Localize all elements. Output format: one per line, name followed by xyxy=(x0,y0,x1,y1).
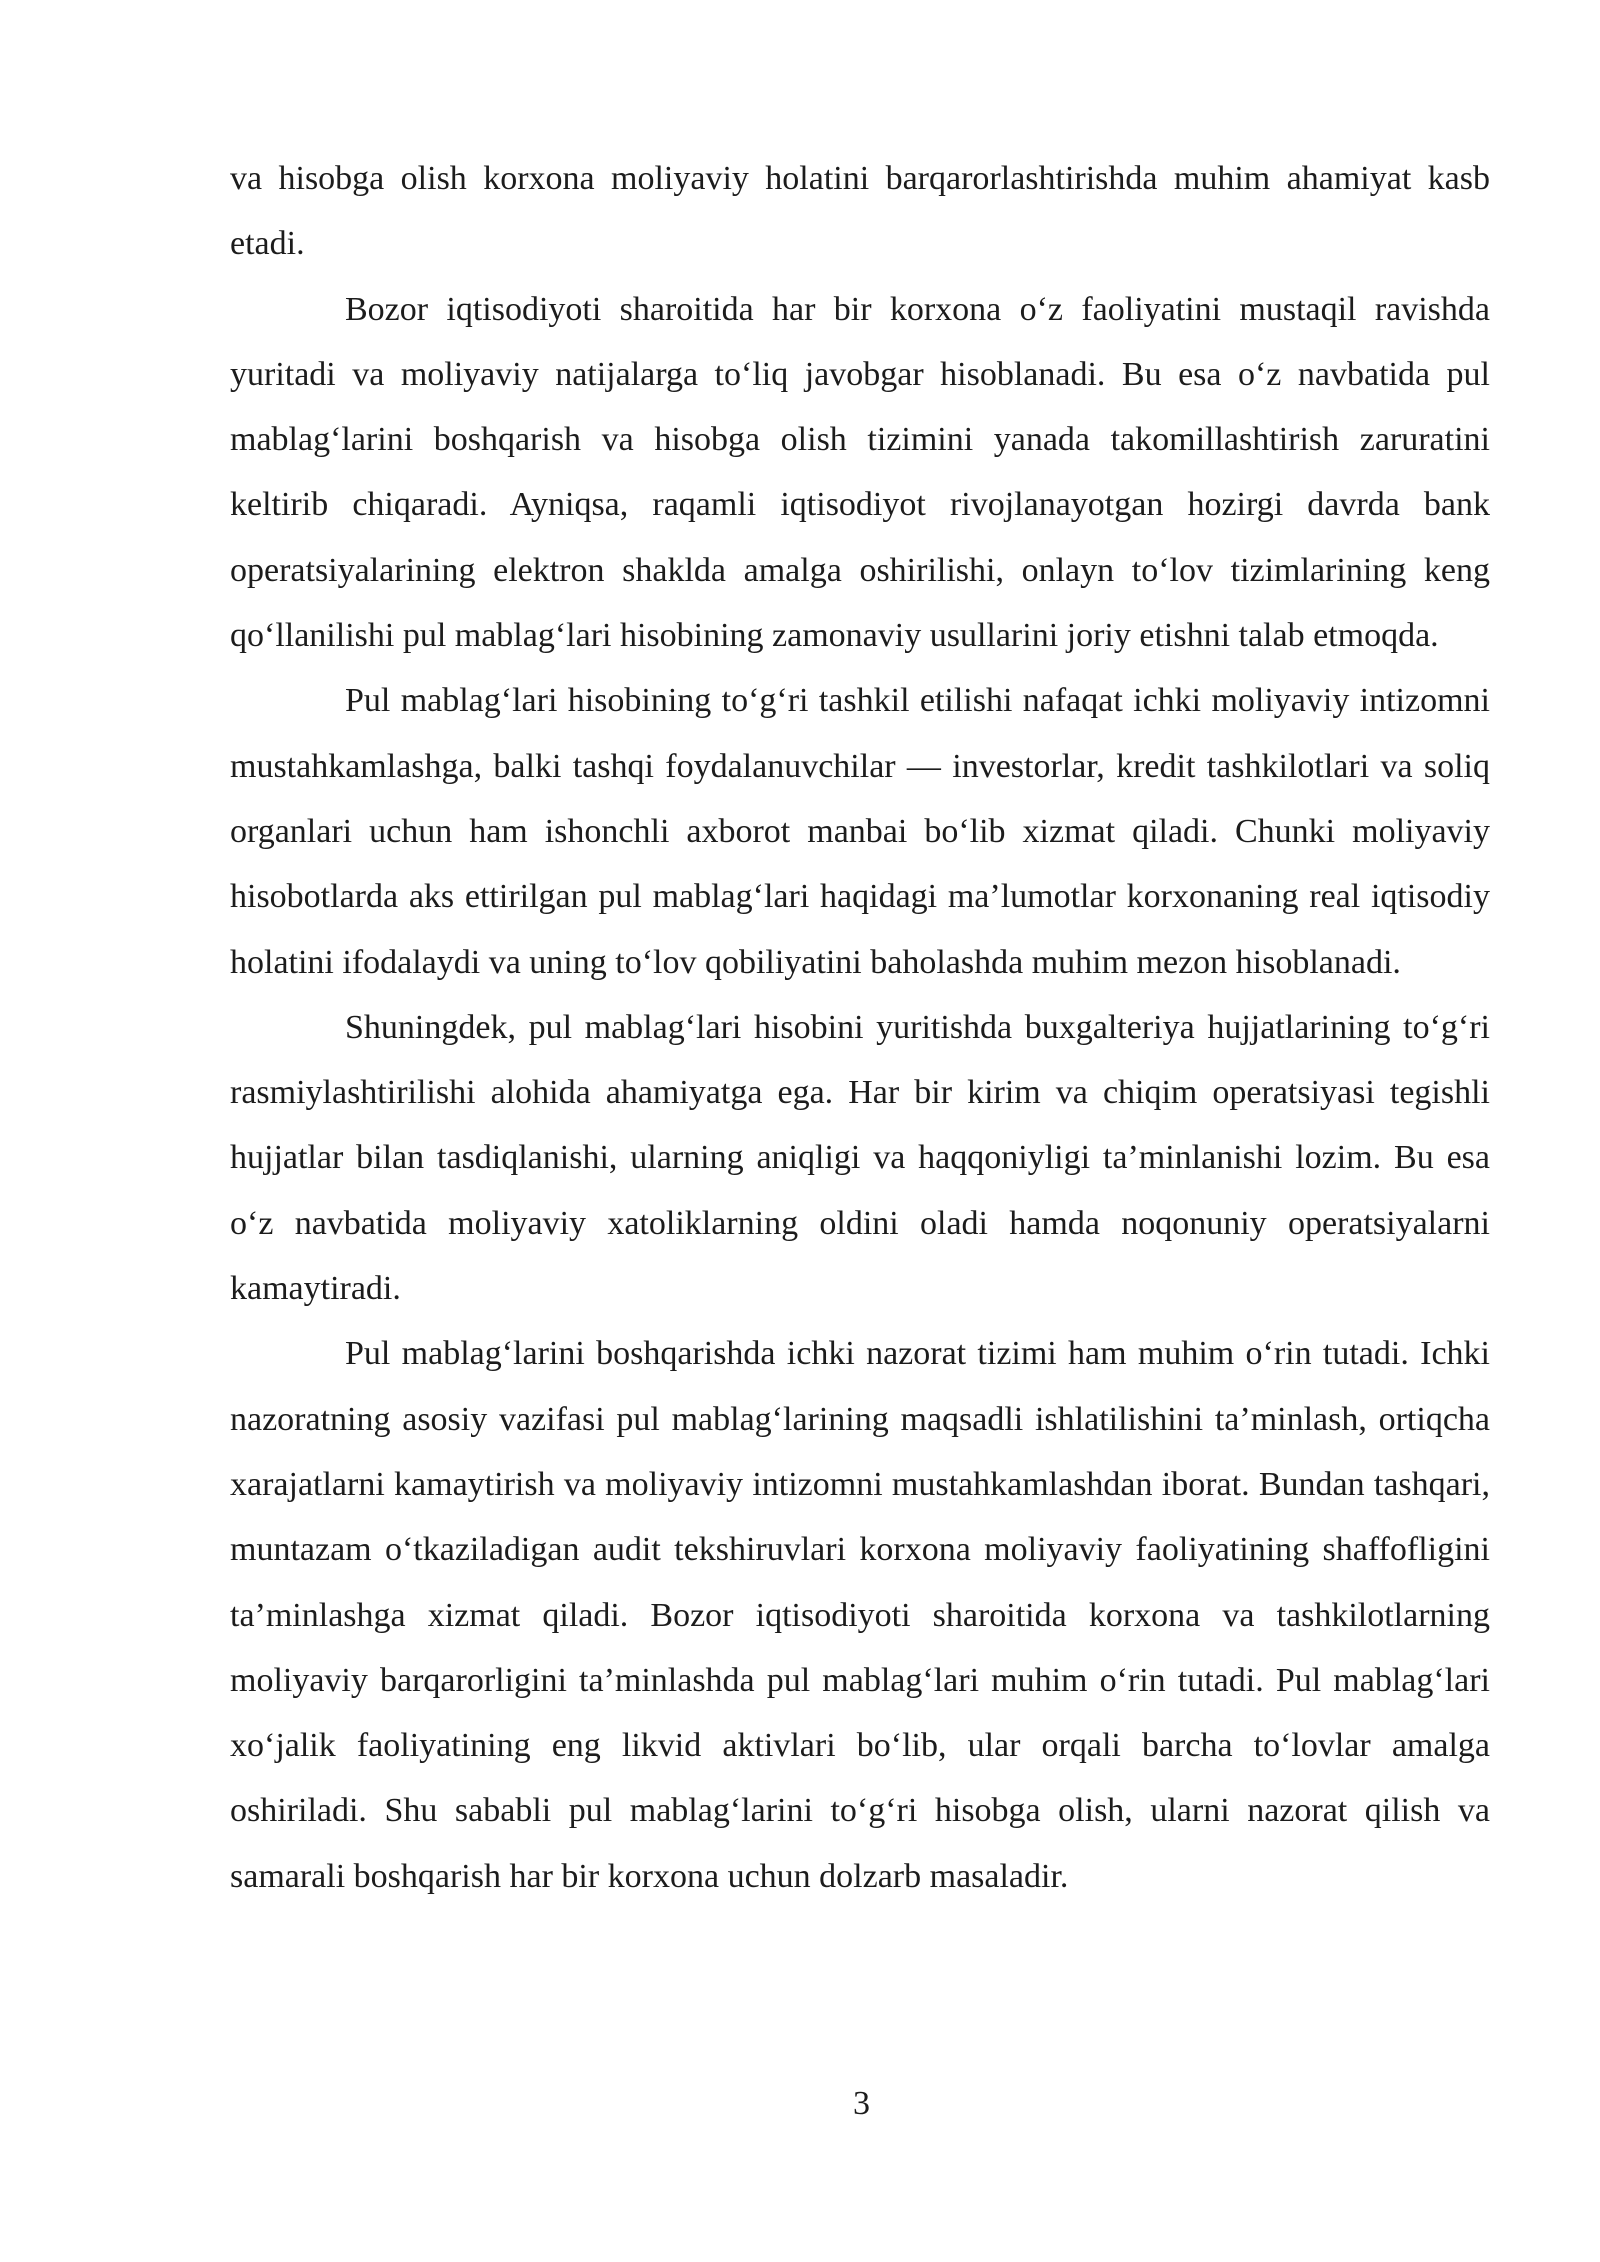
paragraph: Bozor iqtisodiyoti sharoitida har bir korxona o‘z faoliyatini mustaqil ravishda yuritadi va moliyaviy natijalarga to‘liq javobgar hisoblanadi. Bu esa o‘z navbatida pul mablag‘larini boshqarish va hisobga olish tizimini yanada takomillashtirish zaruratini keltirib chiqaradi. Ayniqsa, raqamli iqtisodiyot rivojlanayotgan hozirgi davrda bank operatsiyalarining elektron shaklda amalga oshirilishi, onlayn to‘lov tizimlarining keng qo‘llanilishi pul mablag‘lari hisobining zamonaviy usullarini joriy etishni talab etmoqda. xyxy=(230,290,1490,655)
paragraph: Pul mablag‘lari hisobining to‘g‘ri tashkil etilishi nafaqat ichki moliyaviy intizomni mustahkamlashga, balki tashqi foydalanuvchilar — investorlar, kredit tashkilotlari va soliq organlari uchun ham ishonchli axborot manbai bo‘lib xizmat qiladi. Chunki moliyaviy hisobotlarda aks ettirilgan pul mablag‘lari haqidagi ma’lumotlar korxonaning real iqtisodiy holatini ifodalaydi va uning to‘lov qobiliyatini baholashda muhim mezon hisoblanadi. xyxy=(230,682,1490,981)
paragraph: Shuningdek, pul mablag‘lari hisobini yuritishda buxgalteriya hujjatlarining to‘g‘ri rasmiylashtirilishi alohida ahamiyatga ega. Har bir kirim va chiqim operatsiyasi tegishli hujjatlar bilan tasdiqlanishi, ularning aniqligi va haqqoniyligi ta’minlanishi lozim. Bu esa o‘z navbatida moliyaviy xatoliklarning oldini oladi hamda noqonuniy operatsiyalarni kamaytiradi. xyxy=(230,1008,1490,1308)
paragraph: Pul mablag‘larini boshqarishda ichki nazorat tizimi ham muhim o‘rin tutadi. Ichki nazoratning asosiy vazifasi pul mablag‘larining maqsadli ishlatilishini ta’minlash, ortiqcha xarajatlarni kamaytirish va moliyaviy intizomni mustahkamlashdan iborat. Bundan tashqari, muntazam o‘tkaziladigan audit tekshiruvlari korxona moliyaviy faoliyatining shaffofligini ta’minlashga xizmat qiladi. Bozor iqtisodiyoti sharoitida korxona va tashkilotlarning moliyaviy barqarorligini ta’minlashda pul mablag‘lari muhim o‘rin tutadi. Pul mablag‘lari xo‘jalik faoliyatining eng likvid aktivlari bo‘lib, ular orqali barcha to‘lovlar amalga oshiriladi. Shu sababli pul mablag‘larini to‘g‘ri hisobga olish, ularni nazorat qilish va samarali boshqarish har bir korxona uchun dolzarb masaladir. xyxy=(230,1335,1490,1895)
document-body xyxy=(230,146,1490,1909)
paragraph-continuation: va hisobga olish korxona moliyaviy holatini barqarorlashtirishda muhim ahamiyat kasb etadi. xyxy=(230,160,1490,263)
page-number: 3 xyxy=(853,2085,870,2122)
